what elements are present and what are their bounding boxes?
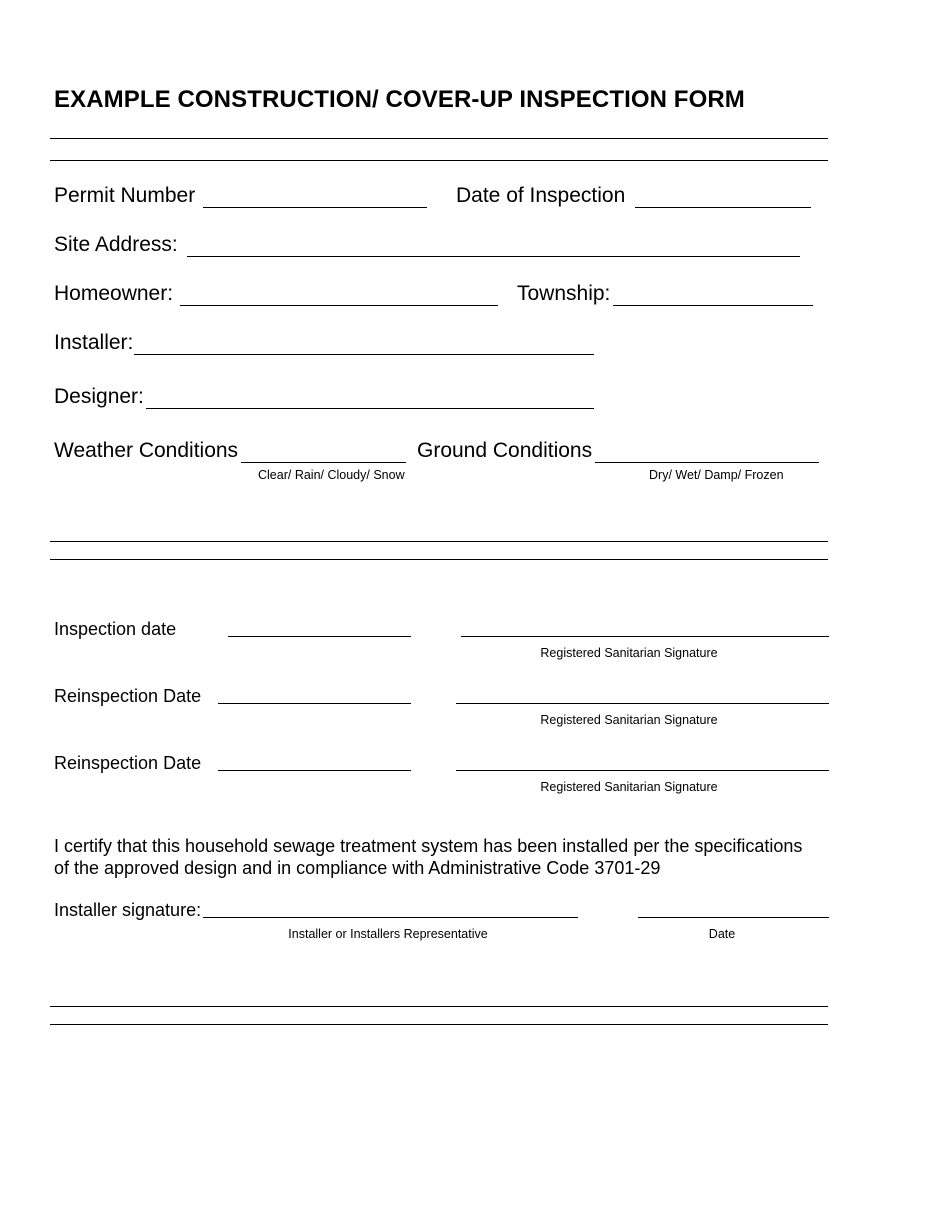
weather-hint: Clear/ Rain/ Cloudy/ Snow	[258, 468, 405, 482]
divider	[50, 160, 828, 161]
sanitarian-signature-caption: Registered Sanitarian Signature	[540, 646, 718, 660]
date-of-inspection-field[interactable]	[635, 207, 811, 208]
reinspection-date-field[interactable]	[218, 703, 411, 704]
divider	[50, 1024, 828, 1025]
installer-caption: Installer or Installers Representative	[288, 927, 488, 941]
reinspection-date-label: Reinspection Date	[54, 753, 202, 773]
inspection-date-field[interactable]	[228, 636, 411, 637]
divider	[50, 1006, 828, 1007]
date-caption: Date	[708, 927, 736, 941]
designer-field[interactable]	[146, 408, 594, 409]
ground-conditions-field[interactable]	[595, 462, 819, 463]
sanitarian-signature-caption: Registered Sanitarian Signature	[540, 780, 718, 794]
form-title: EXAMPLE CONSTRUCTION/ COVER-UP INSPECTION FORM	[54, 86, 745, 113]
reinspection-date-field[interactable]	[218, 770, 411, 771]
sanitarian-signature-field[interactable]	[461, 636, 829, 637]
ground-conditions-label: Ground Conditions	[417, 439, 593, 462]
installer-label: Installer:	[54, 331, 134, 354]
township-field[interactable]	[613, 305, 813, 306]
homeowner-label: Homeowner:	[54, 282, 174, 305]
date-of-inspection-label: Date of Inspection	[456, 184, 626, 207]
permit-number-field[interactable]	[203, 207, 427, 208]
installer-date-field[interactable]	[638, 917, 829, 918]
site-address-label: Site Address:	[54, 233, 178, 256]
designer-label: Designer:	[54, 385, 144, 408]
site-address-field[interactable]	[187, 256, 800, 257]
sanitarian-signature-caption: Registered Sanitarian Signature	[540, 713, 718, 727]
divider	[50, 138, 828, 139]
ground-hint: Dry/ Wet/ Damp/ Frozen	[649, 468, 784, 482]
installer-signature-field[interactable]	[203, 917, 578, 918]
sanitarian-signature-field[interactable]	[456, 770, 829, 771]
homeowner-field[interactable]	[180, 305, 498, 306]
weather-conditions-field[interactable]	[241, 462, 406, 463]
certification-text-line2: of the approved design and in compliance with Administrative Code 3701-29	[54, 858, 661, 878]
reinspection-date-label: Reinspection Date	[54, 686, 202, 706]
sanitarian-signature-field[interactable]	[456, 703, 829, 704]
divider	[50, 541, 828, 542]
certification-text-line1: I certify that this household sewage treatment system has been installed per the specifications	[54, 836, 803, 856]
weather-conditions-label: Weather Conditions	[54, 439, 239, 462]
divider	[50, 559, 828, 560]
installer-signature-label: Installer signature:	[54, 900, 202, 920]
inspection-date-label: Inspection date	[54, 619, 177, 639]
installer-field[interactable]	[134, 354, 594, 355]
township-label: Township:	[517, 282, 611, 305]
permit-number-label: Permit Number	[54, 184, 196, 207]
